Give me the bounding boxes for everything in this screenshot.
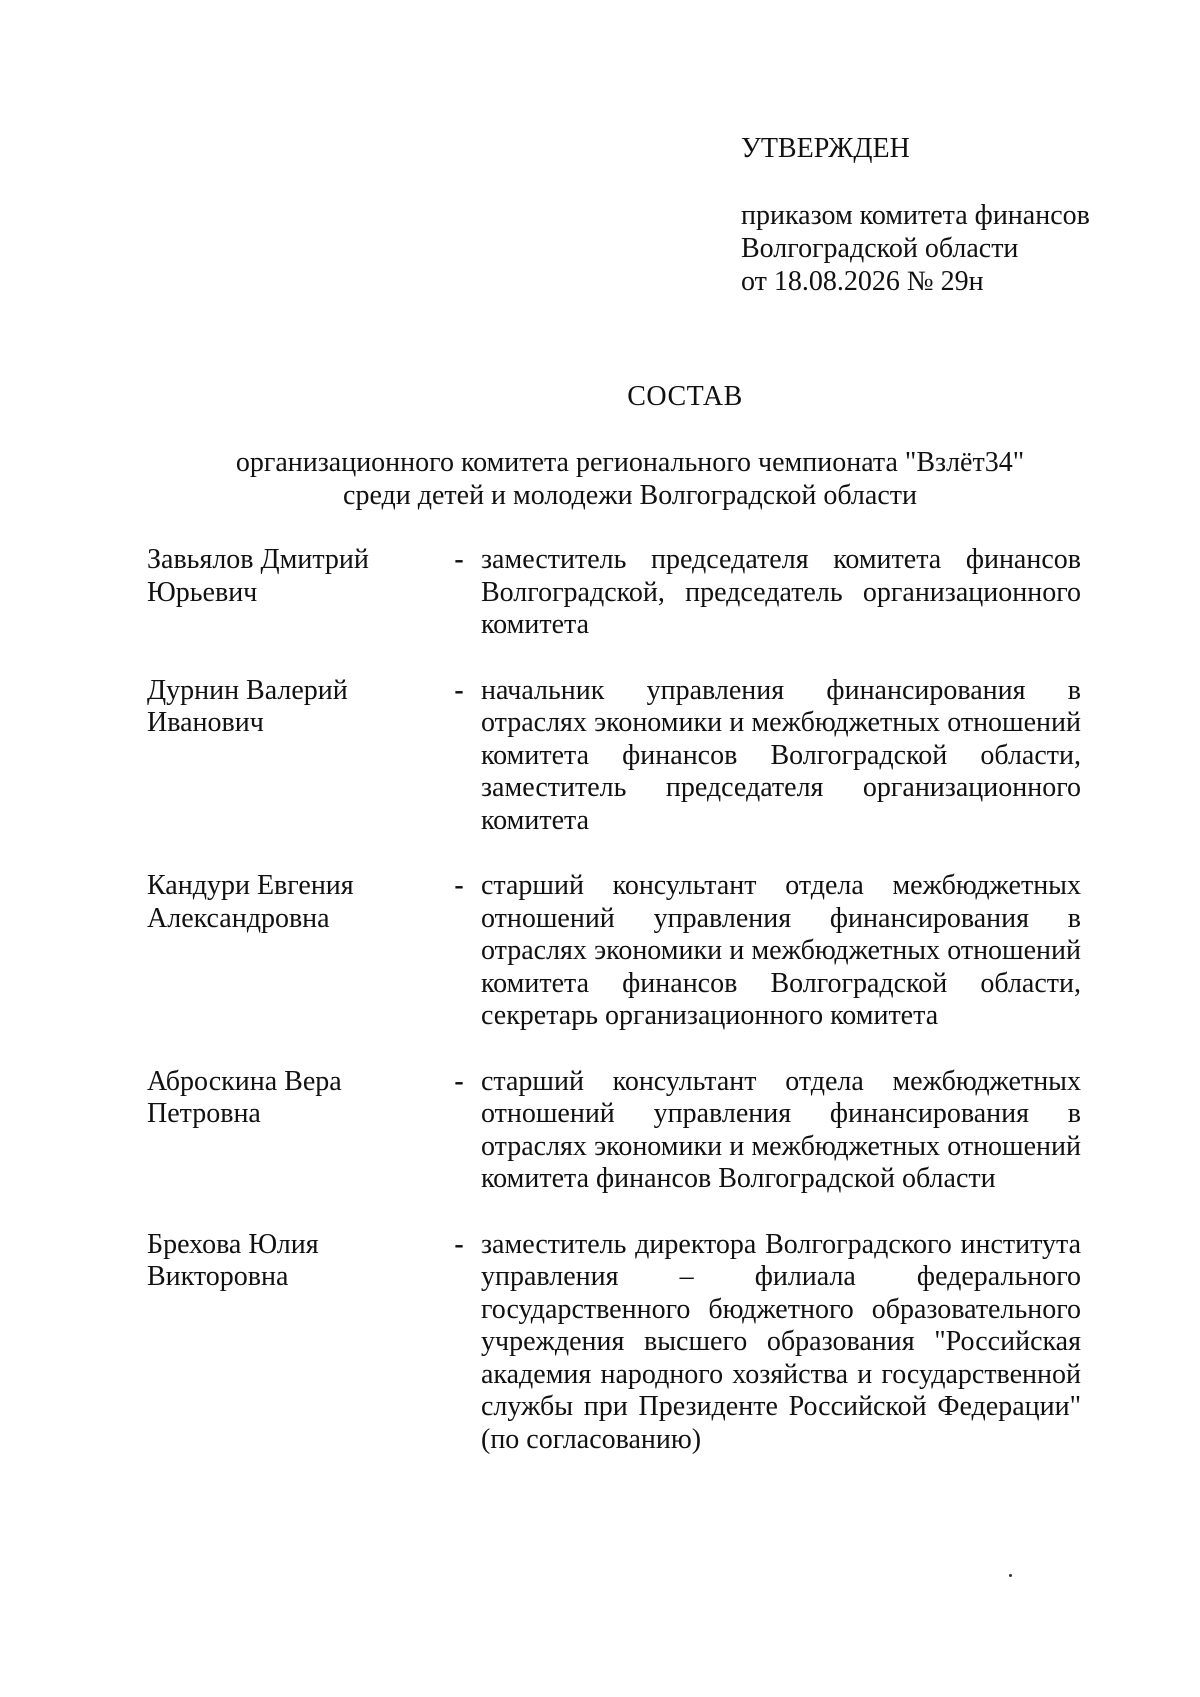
member-name-line: Кандури Евгения — [147, 870, 354, 901]
approval-line: приказом комитета финансов — [741, 200, 1090, 231]
members-list — [147, 544, 1082, 1489]
approval-block — [741, 132, 1161, 298]
member-name-line: Александровна — [147, 902, 330, 934]
member-name-line: Брехова Юлия — [147, 1228, 319, 1260]
member-name — [147, 1066, 437, 1131]
member-name — [147, 1229, 437, 1294]
member-name-line: Дурнин Валерий — [147, 674, 348, 706]
subtitle-line: среди детей и молодежи Волгоградской области — [343, 480, 917, 511]
member-name — [147, 544, 437, 609]
member-name-line: Петровна — [147, 1098, 261, 1129]
member-name-line: Викторовна — [147, 1261, 289, 1292]
member-row — [147, 544, 1082, 642]
member-name-line: Иванович — [147, 707, 264, 738]
member-role: старший консультант отдела межбюджетных отношений управления финансирования в отраслях экономики и межбюджетных отношений комитета финансов Волгоградской области — [481, 1065, 1081, 1194]
member-row — [147, 870, 1082, 1033]
member-role: начальник управления финансирования в отраслях экономики и межбюджетных отношений комитета финансов Волгоградской области, заместитель председателя организационного комитета — [481, 674, 1081, 836]
approval-heading: УТВЕРЖДЕН — [741, 133, 910, 164]
subtitle-line: организационного комитета регионального чемпионата "Взлёт34" — [235, 447, 1025, 478]
member-role: заместитель председателя комитета финансов Волгоградской, председатель организационного комитета — [481, 544, 1081, 640]
member-dash: - — [454, 544, 464, 575]
member-row — [147, 1066, 1082, 1196]
member-name — [147, 870, 437, 935]
member-role: заместитель директора Волгоградского института управления – филиала федерального государственного бюджетного образовательного учреждения высшего образования "Российская академия народного хозяйства и государственной службы при Президенте Российской Федерации" (по согласованию) — [481, 1228, 1081, 1455]
document-title: СОСТАВ — [627, 381, 743, 412]
approval-line: Волгоградской области — [741, 233, 1019, 264]
member-role: старший консультант отдела межбюджетных отношений управления финансирования в отраслях экономики и межбюджетных отношений комитета финансов Волгоградской области, секретарь организационного комитета — [481, 870, 1081, 1031]
member-name-line: Юрьевич — [147, 576, 258, 608]
member-dash: - — [454, 1065, 464, 1097]
document-subtitle — [130, 446, 1130, 512]
member-dash: - — [454, 1228, 464, 1260]
member-dash: - — [454, 870, 464, 901]
member-dash: - — [454, 674, 464, 706]
member-row — [147, 1229, 1082, 1457]
scan-dot-mark — [1009, 1574, 1012, 1577]
member-row — [147, 675, 1082, 838]
approval-order-number: от 18.08.2026 № 29н — [741, 266, 984, 297]
member-name-line: Аброскина Вера — [147, 1065, 342, 1097]
member-name — [147, 675, 437, 740]
member-name-line: Завьялов Дмитрий — [147, 544, 369, 575]
